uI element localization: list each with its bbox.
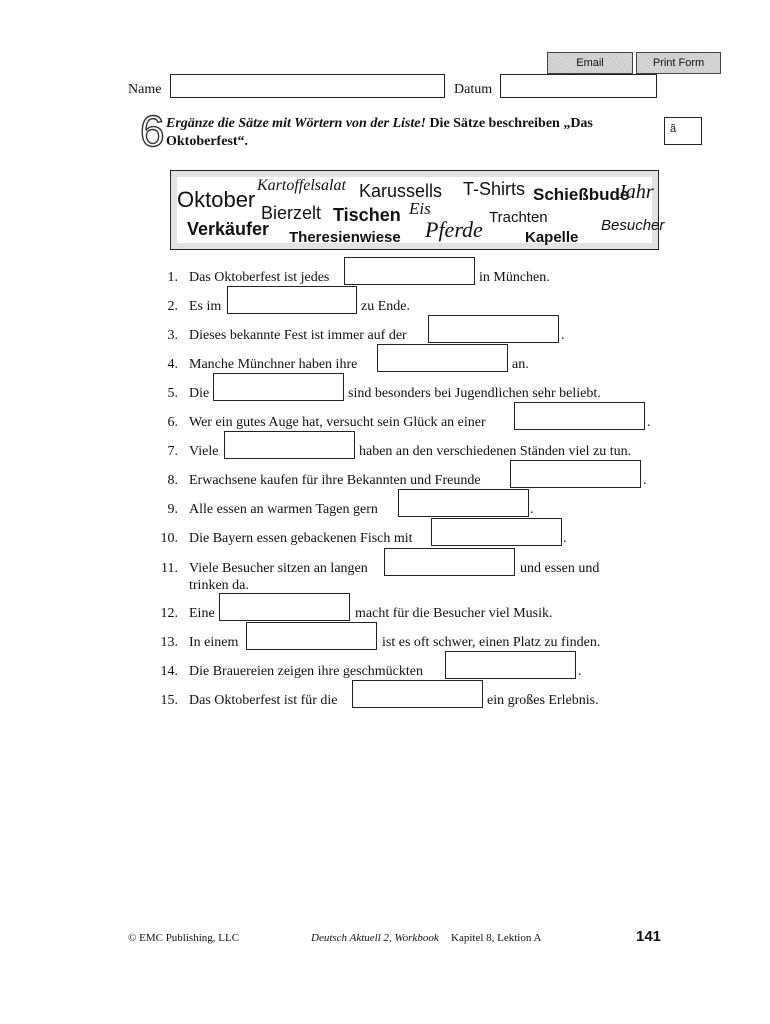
word-jahr: Jahr: [617, 181, 654, 203]
sentence-text: Es im: [189, 299, 222, 314]
name-field[interactable]: [170, 74, 445, 98]
sentence-number: 12.: [160, 606, 178, 621]
word-bierzelt: Bierzelt: [261, 203, 322, 223]
sentence-text-after: sind besonders bei Jugendlichen sehr beliebt.: [348, 386, 601, 401]
answer-field-7[interactable]: [224, 431, 355, 459]
sentence-text-continued: trinken da.: [189, 578, 249, 593]
sentence-text: Viele Besucher sitzen an langen: [189, 561, 368, 576]
answer-field-6[interactable]: [514, 402, 645, 430]
word-bank: [170, 170, 665, 250]
sentence-text-after: .: [530, 502, 534, 517]
word-kapelle: Kapelle: [525, 229, 579, 246]
sentence-number: 14.: [160, 664, 178, 679]
sentence-text-after: in München.: [479, 270, 550, 285]
word-oktober: Oktober: [177, 187, 256, 212]
answer-field-10[interactable]: [431, 518, 562, 546]
footer-book: Deutsch Aktuell 2, Workbook: [311, 932, 439, 944]
sentence-text: Eine: [189, 606, 215, 621]
sentence-text-after: haben an den verschiedenen Ständen viel zu tun.: [359, 444, 632, 459]
word-karussells: Karussells: [359, 181, 443, 201]
sentence-text-after: .: [561, 328, 565, 343]
sentence-text: Wer ein gutes Auge hat, versucht sein Glück an einer: [189, 415, 486, 430]
sentence-text: Die: [189, 386, 210, 401]
footer-chapter: Kapitel 8, Lektion A: [451, 932, 542, 944]
score-field[interactable]: [664, 117, 702, 145]
sentence-text-after: ist es oft schwer, einen Platz zu finden.: [382, 635, 601, 650]
word-besucher: Besucher: [601, 217, 665, 234]
answer-field-15[interactable]: [352, 680, 483, 708]
answer-field-11[interactable]: [384, 548, 515, 576]
word-eis: Eis: [409, 199, 431, 218]
sentence-text-after: .: [563, 531, 567, 546]
date-field[interactable]: [500, 74, 657, 98]
sentence-text: Die Brauereien zeigen ihre geschmückten: [189, 664, 424, 679]
date-label: Datum: [454, 82, 493, 97]
sentence-number: 2.: [167, 299, 178, 314]
sentence-text-after: .: [647, 415, 651, 430]
sentence-number: 3.: [167, 328, 178, 343]
sentence-text: Die Bayern essen gebackenen Fisch mit: [189, 531, 413, 546]
footer-publisher: © EMC Publishing, LLC: [128, 932, 240, 944]
page-number: 141: [636, 928, 662, 945]
sentence-number: 6.: [167, 415, 178, 430]
sentence-number: 5.: [167, 386, 178, 401]
sentence-number: 7.: [167, 444, 178, 459]
answer-field-2[interactable]: [227, 286, 357, 314]
instructions-rest: Die Sätze beschreiben „Das Oktoberfest“.: [166, 116, 593, 149]
sentence-text-after: ein großes Erlebnis.: [487, 693, 599, 708]
word-tischen: Tischen: [333, 205, 401, 225]
answer-field-1[interactable]: [344, 257, 475, 285]
answer-field-4[interactable]: [377, 344, 508, 372]
word-verkaeufer: Verkäufer: [187, 219, 270, 239]
word-pferde: Pferde: [425, 217, 483, 242]
print-form-button[interactable]: Print Form: [636, 52, 721, 74]
word-kartoffelsalat: Kartoffelsalat: [257, 177, 346, 194]
sentence-text: Alle essen an warmen Tagen gern: [189, 502, 378, 517]
sentence-text-after: .: [578, 664, 582, 679]
sentence-text-after: zu Ende.: [361, 299, 410, 314]
sentence-text-after: und essen und: [520, 561, 600, 576]
word-t-shirts: T-Shirts: [463, 179, 526, 199]
sentence-number: 13.: [160, 635, 178, 650]
sentence-number: 11.: [161, 561, 178, 576]
sentence-number: 4.: [167, 357, 178, 372]
sentence-number: 1.: [167, 270, 178, 285]
sentence-number: 10.: [160, 531, 178, 546]
instructions: [166, 115, 656, 151]
sentence-text: In einem: [189, 635, 239, 650]
answer-field-13[interactable]: [246, 622, 377, 650]
sentence-number: 9.: [167, 502, 178, 517]
score-value: ã: [670, 123, 677, 135]
sentence-text: Dieses bekannte Fest ist immer auf der: [189, 328, 407, 343]
word-trachten: Trachten: [489, 209, 548, 226]
sentence-text-after: an.: [512, 357, 529, 372]
sentence-text: Das Oktoberfest ist für die: [189, 693, 338, 708]
answer-field-9[interactable]: [398, 489, 529, 517]
name-label: Name: [128, 82, 162, 97]
exercise-number: 6: [140, 107, 165, 156]
sentence-text-after: macht für die Besucher viel Musik.: [355, 606, 553, 621]
sentence-text: Das Oktoberfest ist jedes: [189, 270, 330, 285]
sentence-text: Erwachsene kaufen für ihre Bekannten und Freunde: [189, 473, 481, 488]
answer-field-14[interactable]: [445, 651, 576, 679]
sentence-text: Viele: [189, 444, 219, 459]
sentence-number: 8.: [167, 473, 178, 488]
answer-field-8[interactable]: [510, 460, 641, 488]
word-theresienwiese: Theresienwiese: [289, 229, 401, 246]
sentence-text: Manche Münchner haben ihre: [189, 357, 358, 372]
answer-field-3[interactable]: [428, 315, 559, 343]
answer-field-5[interactable]: [213, 373, 344, 401]
sentence-number: 15.: [160, 693, 178, 708]
instructions-italic: Ergänze die Sätze mit Wörtern von der Liste!: [166, 116, 426, 131]
sentence-text-after: .: [643, 473, 647, 488]
email-button[interactable]: Email: [547, 52, 633, 74]
answer-field-12[interactable]: [219, 593, 350, 621]
word-schiessbude: Schießbude: [533, 185, 630, 204]
